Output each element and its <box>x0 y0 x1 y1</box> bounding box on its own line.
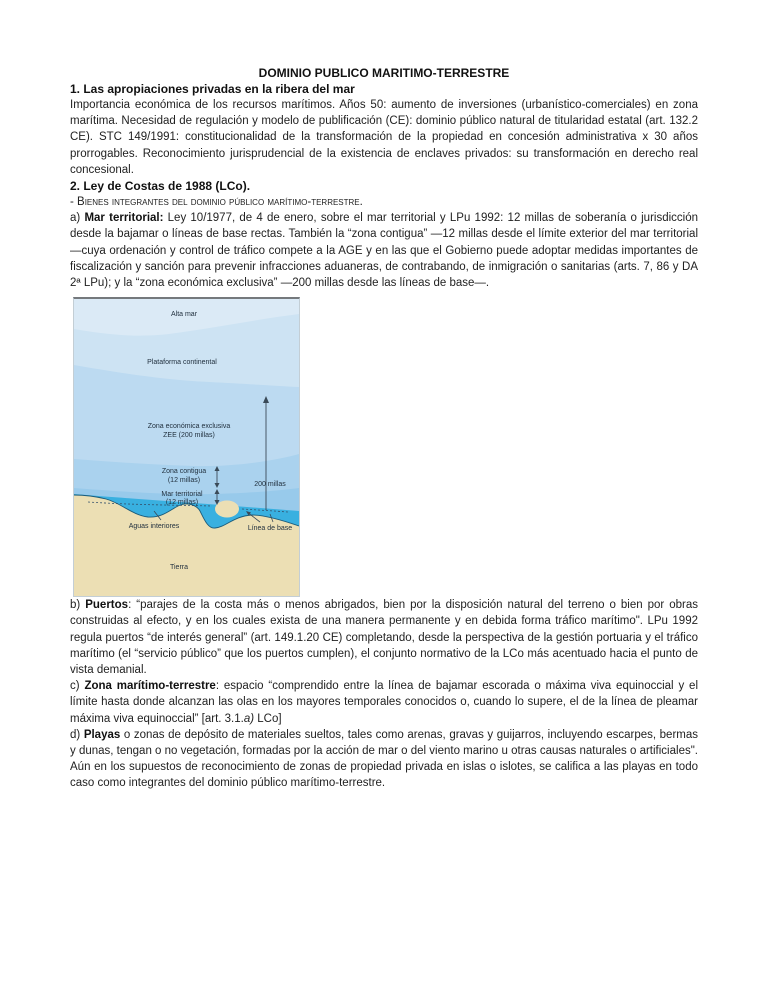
section-2-subheading: - Bienes integrantes del dominio público marítimo-terrestre. <box>70 196 363 209</box>
paragraph-d <box>70 727 698 792</box>
item-d-text: o zonas de depósito de materiales sueltos, tales como arenas, gravas y guijarros, incluyendo escarpes, bermas y dunas, tengan o no vegetación, formadas por la acción de mar o del viento marino u otras causas naturales o artificiales". Aún en los supuestos de reconocimiento de zonas de propiedad privada en islas o islotes, se califica a las playas en todo caso como integrantes del dominio público marítimo-terrestre. <box>70 728 698 790</box>
section-2-heading-tail: . <box>246 179 251 194</box>
item-a-text: Ley 10/1977, de 4 de enero, sobre el mar territorial y LPu 1992: 12 millas de soberanía o jurisdicción desde la bajamar o líneas de base rectas. También la “zona contigua” —12 millas desde el límite exterior del mar territorial—cuya ordenación y control de tráfico compete a la AGE y en las que el Gobierno puede adoptar medidas importantes de fiscalización y sanción para prevenir infracciones aduaneras, de contrabando, de inmigración o sanitarias (arts. 7, 86 y DA 2ª LPu); y la “zona económica exclusiva” —200 millas desde las líneas de base—. <box>70 212 699 290</box>
item-a-prefix: a) <box>70 212 85 225</box>
item-d-term: Playas <box>83 728 121 741</box>
label-200-millas: 200 millas <box>254 481 286 489</box>
paragraph-b <box>70 597 698 678</box>
section-1-paragraph: Importancia económica de los recursos marítimos. Años 50: aumento de inversiones (urbanístico-comerciales) en zona marítima. Necesidad de regulación y modelo de publificación (CE): dominio público natural de titularidad estatal (art. 132.2 CE). STC 149/1991: constitucionalidad de la transformación de la propiedad en concesión administrativa x 30 años prorrogables. Reconocimiento jurisprudencial de la existencia de enclaves privados: su transformación en derecho real concesional. <box>70 99 698 176</box>
label-plataforma-continental: Plataforma continental <box>147 359 217 367</box>
section-2-heading-bold: 2. Ley de Costas de 1988 (LCo) <box>70 179 247 194</box>
section-1-heading: 1. Las apropiaciones privadas en la ribera del mar <box>70 82 355 96</box>
page-title: DOMINIO PUBLICO MARITIMO-TERRESTRE <box>258 66 510 80</box>
maritime-zones-figure <box>73 297 300 597</box>
item-c-text1: : espacio “comprendido entre la línea de bajamar escorada o máxima viva equinoccial y el límite hasta donde alcanzan las olas en los mayores temporales conocidos o, cuando lo supere, el de la línea de pleamar máxima viva equinoccial” [art. 3.1. <box>70 680 698 725</box>
label-linea-de-base: Línea de base <box>247 525 293 533</box>
item-c-text2: LCo] <box>254 712 282 725</box>
label-tierra: Tierra <box>169 564 189 572</box>
label-mar-territorial-line1: Mar territorial <box>161 491 203 499</box>
paragraph-a <box>70 210 698 291</box>
section-2-heading <box>70 178 698 194</box>
item-b-term: Puertos <box>85 599 129 612</box>
island <box>215 501 239 518</box>
label-zona-contigua-line2: (12 millas) <box>167 477 201 485</box>
label-aguas-interiores: Aguas interiores <box>128 523 180 531</box>
item-c-term: Zona marítimo-terrestre <box>84 680 216 693</box>
label-zona-contigua-line1: Zona contigua <box>161 468 207 476</box>
label-mar-territorial-line2: (12 millas) <box>165 499 199 507</box>
item-b-text: : “parajes de la costa más o menos abrigados, bien por la disposición natural del terreno o bien por obras construidas al efecto, y en los cuales exista de una manera permanente y en debida forma tráfico marítimo". LPu 1992 regula puertos “de interés general” (art. 149.1.20 CE) completando, desde la perspectiva de la gestión portuaria y el tráfico marítimo (el “servicio público” que los puertos cumplen), el conjunto normativo de la LCo más acentuado hacia el punto de vista demanial. <box>70 599 699 677</box>
paragraph-c <box>70 678 698 727</box>
item-a-term: Mar territorial: <box>84 212 164 225</box>
label-zee-line2: ZEE (200 millas) <box>163 432 215 440</box>
item-c-italic: a) <box>243 712 255 725</box>
item-c-prefix: c) <box>70 680 85 693</box>
label-zee-line1: Zona económica exclusiva <box>147 423 231 431</box>
maritime-zones-diagram <box>74 299 299 596</box>
item-b-prefix: b) <box>70 599 86 612</box>
label-alta-mar: Alta mar <box>170 311 198 319</box>
item-d-prefix: d) <box>70 728 84 741</box>
